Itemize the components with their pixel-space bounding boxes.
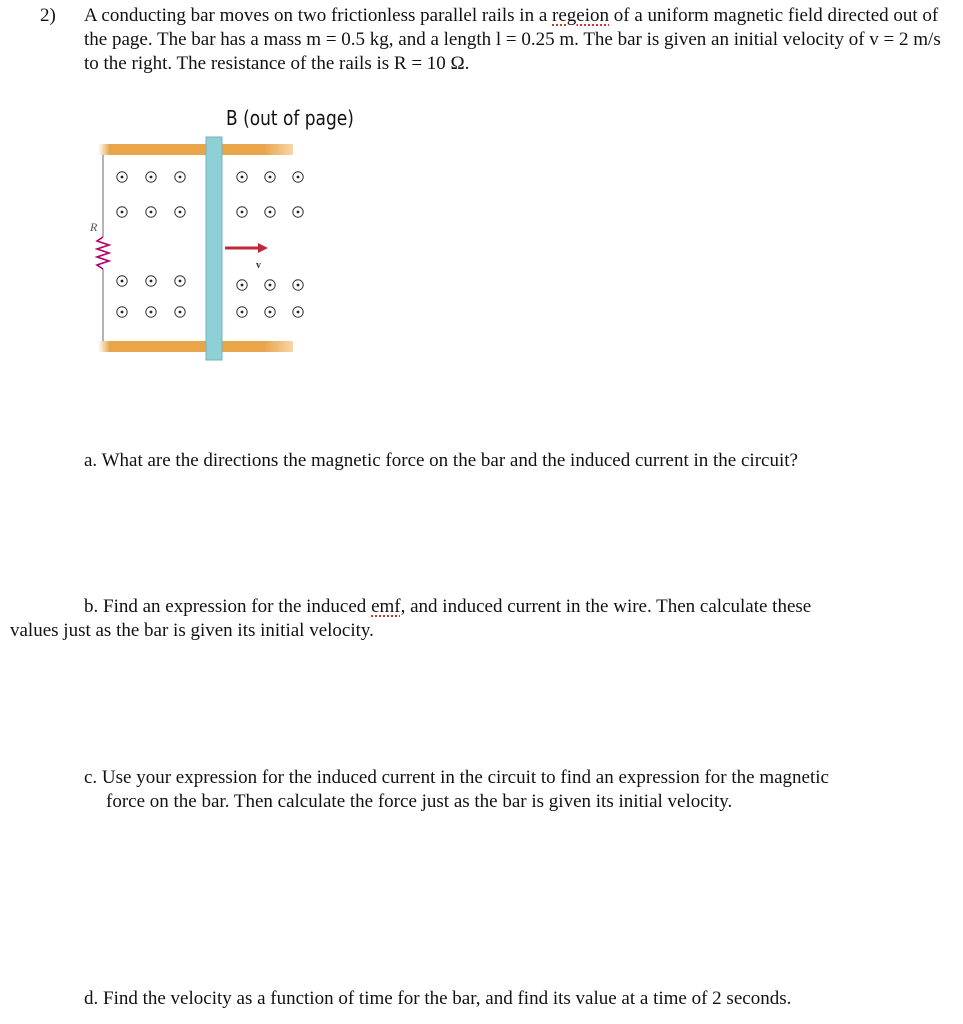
problem-statement xyxy=(40,4,958,76)
problem-text-part2: of a uniform magnetic field directed out of the page. The bar has a mass m = 0.5 kg, and a length l = 0.25 m. The bar is given an initial velocity of v = 2 m/s to the right. The resistance of the rails is R = 10 Ω. xyxy=(84,5,941,74)
field-dot-icon xyxy=(237,172,247,182)
field-dot-icon xyxy=(265,280,275,290)
field-dot-icon xyxy=(237,280,247,290)
problem-number: 2) xyxy=(40,5,56,26)
question-b xyxy=(10,595,958,643)
bottom-rail xyxy=(98,341,293,352)
top-rail xyxy=(98,144,293,155)
field-dot-icon xyxy=(265,207,275,217)
field-dot-icon xyxy=(117,307,127,317)
field-dot-icon xyxy=(265,307,275,317)
field-dot-icon xyxy=(146,172,156,182)
field-dot-icon xyxy=(175,207,185,217)
question-c-line2: force on the bar. Then calculate the force just as the bar is given its initial velocity. xyxy=(106,791,733,812)
field-label: B (out of page) xyxy=(226,106,354,130)
field-dot-icon xyxy=(117,276,127,286)
field-dot-icon xyxy=(175,276,185,286)
problem-text xyxy=(84,4,958,76)
question-b-line1 xyxy=(10,595,958,619)
field-dot-icon xyxy=(175,307,185,317)
field-dot-icon xyxy=(175,172,185,182)
field-dot-icon xyxy=(117,172,127,182)
field-dot-icon xyxy=(237,307,247,317)
question-d: d. Find the velocity as a function of time for the bar, and find its value at a time of 2 seconds. xyxy=(84,988,792,1009)
question-c xyxy=(84,766,963,814)
resistor-label: R xyxy=(90,220,98,234)
velocity-arrowhead xyxy=(258,243,268,253)
field-dot-icon xyxy=(293,172,303,182)
resistor-zigzag xyxy=(97,237,109,269)
field-dot-icon xyxy=(146,307,156,317)
field-dot-icon xyxy=(293,307,303,317)
question-c-line1: c. Use your expression for the induced current in the circuit to find an expression for the magnetic xyxy=(84,767,829,788)
question-b-part1: b. Find an expression for the induced xyxy=(84,596,372,617)
conducting-bar xyxy=(206,137,222,360)
rail-circuit-diagram xyxy=(80,104,380,374)
field-dot-icon xyxy=(293,280,303,290)
question-b-line2: values just as the bar is given its initial velocity. xyxy=(10,620,374,641)
field-dot-icon xyxy=(146,207,156,217)
question-b-part2: , and induced current in the wire. Then calculate these xyxy=(400,596,812,617)
spelling-flagged-word[interactable]: regeion xyxy=(552,5,610,26)
question-a: a. What are the directions the magnetic force on the bar and the induced current in the circuit? xyxy=(84,450,798,471)
spelling-flagged-word[interactable]: emf xyxy=(371,596,401,617)
velocity-label: v xyxy=(256,260,261,271)
field-dot-icon xyxy=(117,207,127,217)
field-dot-icon xyxy=(293,207,303,217)
problem-text-part1: A conducting bar moves on two frictionless parallel rails in a xyxy=(84,5,553,26)
field-dot-icon xyxy=(146,276,156,286)
field-dot-icon xyxy=(237,207,247,217)
field-dot-icon xyxy=(265,172,275,182)
